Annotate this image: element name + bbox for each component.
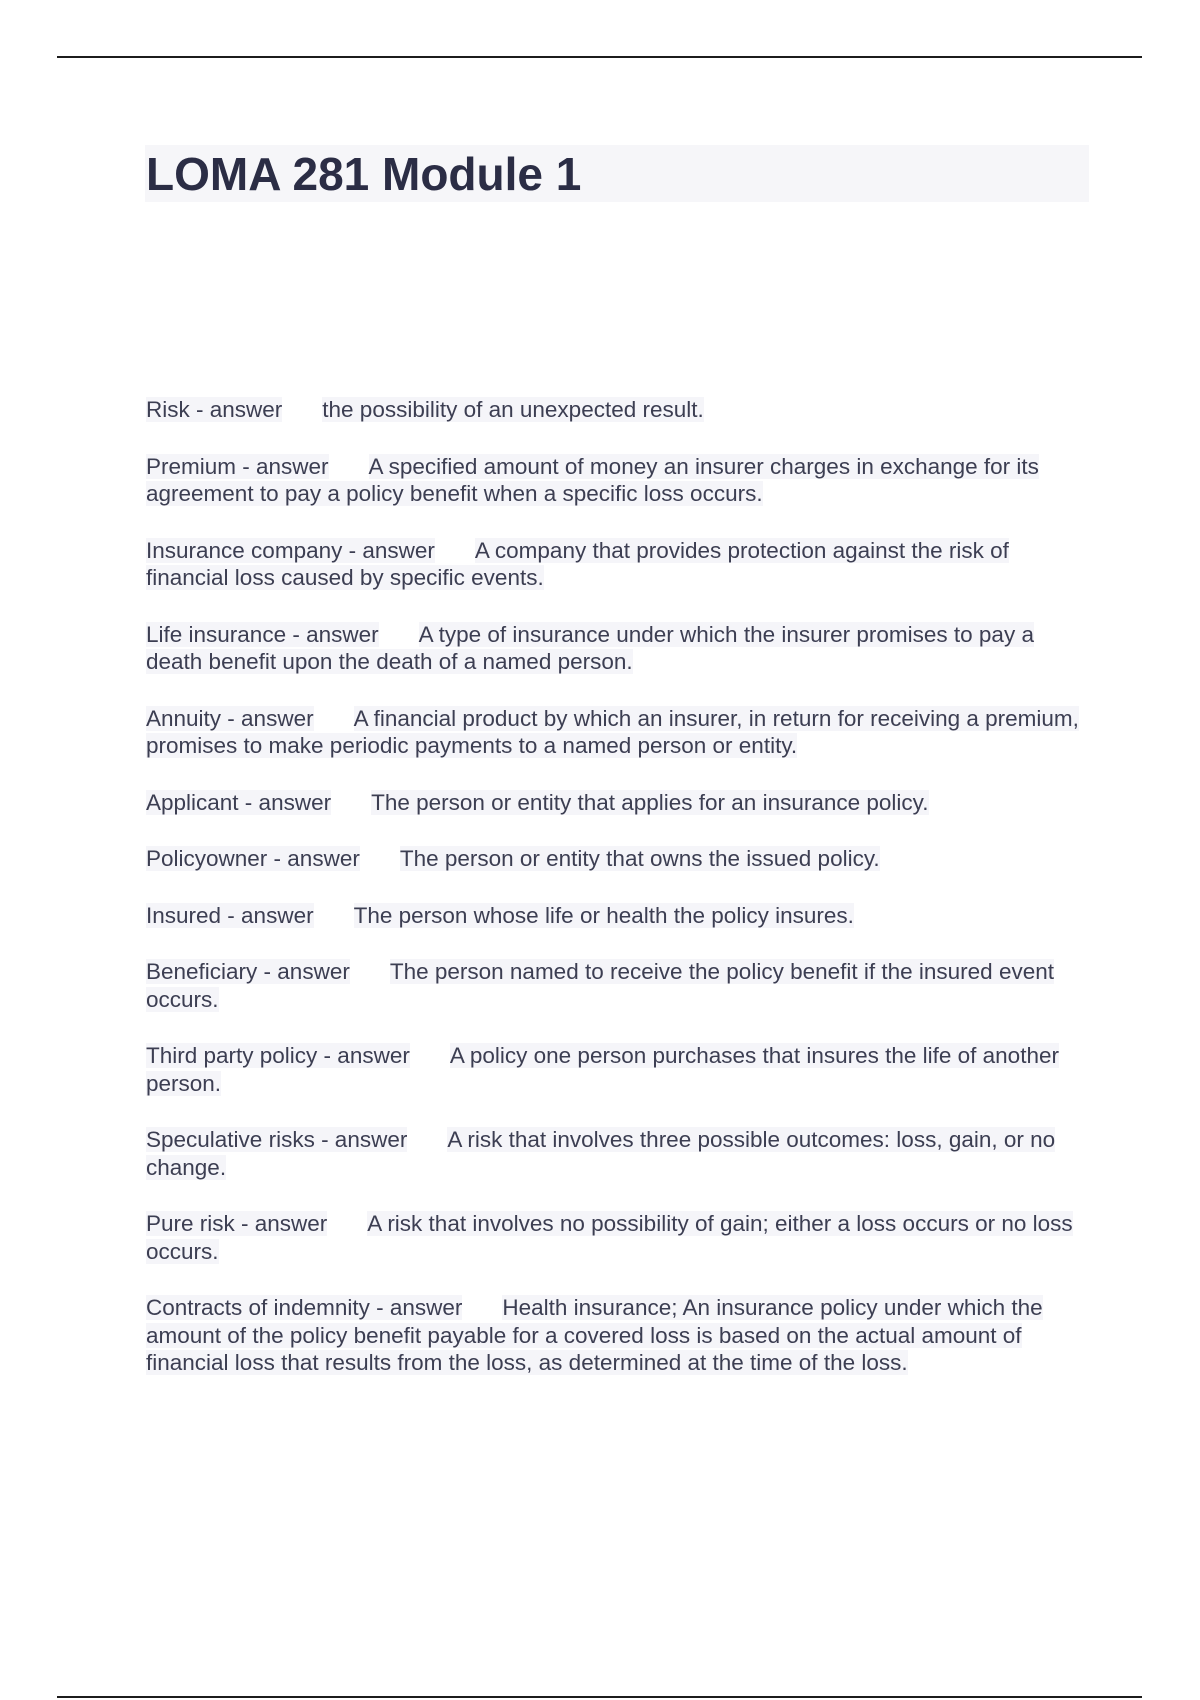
term-label: Life insurance - answer (146, 621, 379, 647)
term-definition: the possibility of an unexpected result. (322, 397, 704, 422)
term-entry (146, 621, 1096, 676)
term-entry (146, 902, 1096, 930)
term-entry (146, 1294, 1096, 1377)
term-list (146, 396, 1096, 1406)
term-label: Annuity - answer (146, 705, 314, 731)
term-definition: A financial product by which an insurer, in return for receiving a premium, promises to make periodic payments to a named person or entity. (146, 705, 1079, 758)
term-label: Insurance company - answer (146, 537, 435, 563)
term-definition: The person or entity that owns the issued policy. (399, 846, 880, 871)
term-entry (146, 1210, 1096, 1265)
term-definition: A company that provides protection against the risk of financial loss caused by specific events. (146, 537, 1009, 590)
term-label: Applicant - answer (146, 789, 332, 815)
term-definition: A risk that involves three possible outcomes: loss, gain, or no change. (146, 1127, 1056, 1180)
term-label: Pure risk - answer (146, 1211, 328, 1236)
document-title: LOMA 281 Module 1 (146, 148, 582, 200)
term-entry (146, 845, 1096, 873)
term-entry (146, 958, 1096, 1013)
term-entry (146, 537, 1096, 592)
term-label: Beneficiary - answer (146, 959, 350, 984)
term-label: Risk - answer (146, 397, 283, 422)
term-label: Third party policy - answer (146, 1043, 410, 1068)
term-entry (146, 1042, 1096, 1097)
term-label: Insured - answer (146, 902, 314, 928)
term-entry (146, 396, 1096, 424)
term-label: Premium - answer (146, 453, 329, 479)
term-entry (146, 705, 1096, 760)
term-entry (146, 1126, 1096, 1181)
term-definition: The person or entity that applies for an insurance policy. (371, 789, 929, 815)
term-definition: A specified amount of money an insurer charges in exchange for its agreement to pay a policy benefit when a specific loss occurs. (146, 453, 1039, 506)
term-label: Policyowner - answer (146, 846, 360, 871)
term-definition: The person whose life or health the policy insures. (353, 902, 854, 928)
term-label: Speculative risks - answer (146, 1127, 408, 1152)
term-entry (146, 789, 1096, 817)
top-rule (57, 56, 1142, 58)
term-definition: The person named to receive the policy benefit if the insured event occurs. (146, 959, 1054, 1012)
bottom-rule (57, 1696, 1142, 1698)
term-definition: A policy one person purchases that insures the life of another person. (146, 1043, 1059, 1096)
term-entry (146, 453, 1096, 508)
term-definition: A type of insurance under which the insurer promises to pay a death benefit upon the death of a named person. (146, 621, 1034, 674)
term-definition: Health insurance; An insurance policy under which the amount of the policy benefit payable for a covered loss is based on the actual amount of financial loss that results from the loss, as determined at the time of the loss. (146, 1295, 1043, 1375)
term-definition: A risk that involves no possibility of gain; either a loss occurs or no loss occurs. (146, 1211, 1073, 1264)
term-label: Contracts of indemnity - answer (146, 1295, 463, 1320)
